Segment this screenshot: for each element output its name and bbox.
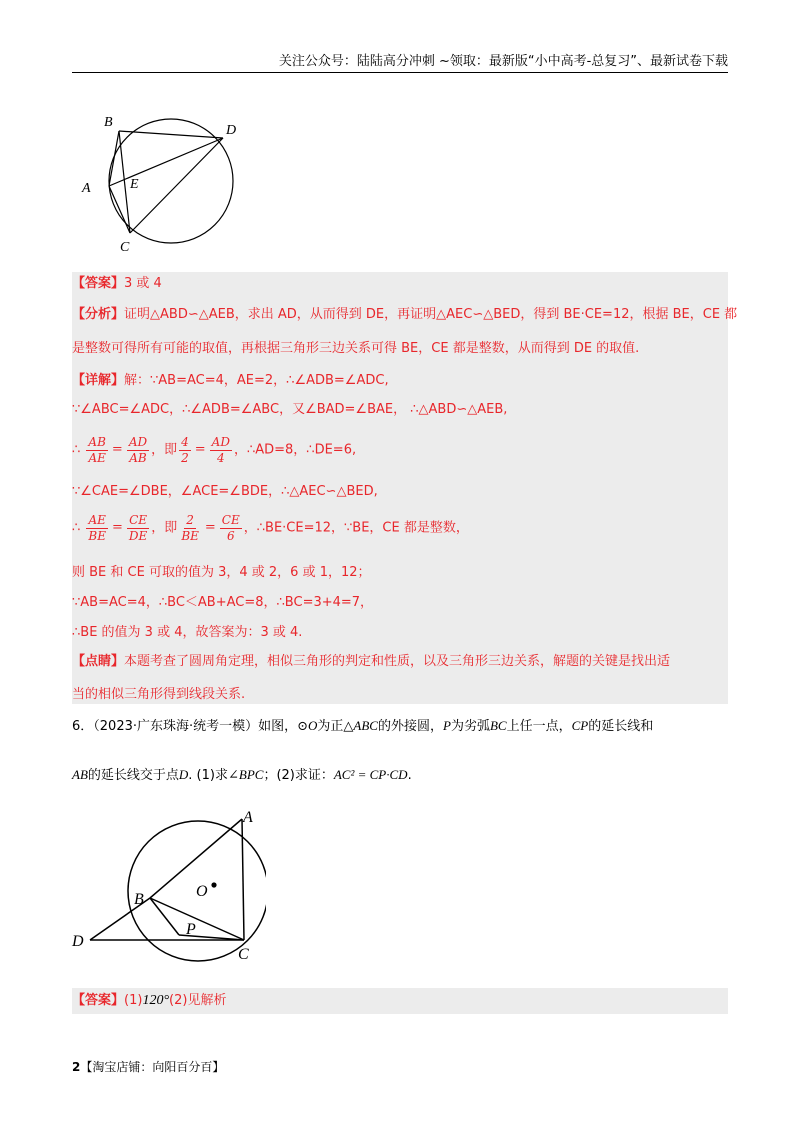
fraction-ce-6: $\frac{CE}{6}$ — [221, 512, 240, 543]
fig2-label-p: P — [186, 921, 196, 938]
analysis-line-2: 是整数可得所有可能的取值，再根据三角形三边关系可得 BE，CE 都是整数，从而得到 DE 的取值. — [72, 341, 640, 356]
q6-text-b: 为正 — [317, 719, 344, 734]
question6-line-1 — [72, 716, 732, 737]
detail-line5-suffix: ，∴BE·CE=12，∵BE，CE 都是整数， — [243, 520, 469, 536]
page-number: 2 — [72, 1060, 81, 1074]
answer-text: 3 或 4 — [124, 276, 162, 291]
detail-line3-mid: ，即 — [151, 442, 178, 458]
answer6-part1: (1) — [124, 993, 143, 1008]
angle-bpc-symbol: ∠BPC — [227, 767, 264, 782]
therefore-symbol: ∴ — [72, 520, 81, 536]
comment-tag: 【点睛】 — [72, 654, 125, 669]
detail-line-4: ∵∠CAE=∠DBE，∠ACE=∠BDE，∴△AEC∽△BED, — [72, 484, 378, 499]
center-point-o — [211, 882, 216, 887]
page-footer — [72, 1058, 224, 1076]
fraction-ad-4: $\frac{AD}{4}$ — [211, 434, 230, 465]
fraction-4-2: $\frac{4}{2}$ — [181, 434, 189, 465]
fraction-ab-ae: $\frac{AB}{AE}$ — [88, 434, 106, 465]
fig2-label-d: D — [72, 933, 84, 950]
q6-text-h: . (1)求 — [188, 768, 228, 783]
answer6-part2: (2)见解析 — [169, 993, 227, 1008]
detail-line-8: ∴BE 的值为 3 或 4，故答案为：3 或 4. — [72, 625, 303, 640]
equation-ac-squared: AC² = CP·CD — [333, 767, 408, 782]
fraction-ce-de: $\frac{CE}{DE}$ — [128, 512, 148, 543]
analysis-line-1 — [72, 305, 738, 325]
q6-text-j: . — [407, 768, 412, 783]
detail-line-5 — [72, 508, 732, 549]
detail-line3-suffix: ，∴AD=8，∴DE=6, — [233, 442, 357, 458]
detail-line-2: ∵∠ABC=∠ADC，∴∠ADB=∠ABC，又∠BAD=∠BAE， ∴△ABD∽△AEB, — [72, 402, 508, 417]
answer-line — [72, 274, 732, 294]
q6-text-e: 上任一点， — [506, 719, 572, 734]
q6-text-i: ；(2)求证： — [263, 768, 334, 783]
circle-figure-abcde — [76, 106, 246, 256]
circle-figure-abcpod — [66, 806, 266, 976]
comment-line-1 — [72, 652, 732, 672]
header-text: 关注公众号：陆陆高分冲刺 ~领取：最新版“小中高考-总复习”、最新试卷下载 — [278, 54, 728, 69]
equals-sign: = — [194, 442, 206, 457]
comment-text-1: 本题考查了圆周角定理，相似三角形的判定和性质，以及三角形三边关系，解题的关键是找出适 — [124, 654, 671, 669]
fig1-label-a: A — [82, 181, 91, 196]
fig1-label-e: E — [130, 177, 139, 192]
equals-sign: = — [111, 442, 123, 457]
detail-text-1: 解：∵AB=AC=4，AE=2，∴∠ADB=∠ADC, — [124, 373, 389, 388]
circle-o-symbol: ⊙O — [297, 718, 318, 733]
analysis-tag: 【分析】 — [72, 307, 125, 322]
footer-text: 【淘宝店铺：向阳百分百】 — [80, 1060, 225, 1074]
q6-text-a: 6．（2023·广东珠海·统考一模）如图， — [72, 719, 298, 734]
answer-tag: 【答案】 — [72, 276, 125, 291]
analysis-text-1: 证明△ABD∽△AEB，求出 AD，从而得到 DE，再证明△AEC∽△BED，得到 BE·CE=12，根据 BE，CE 都 — [124, 307, 738, 322]
fig1-label-c: C — [120, 240, 130, 255]
bc-symbol: BC — [489, 718, 507, 733]
fig1-label-d: D — [226, 123, 237, 138]
equals-sign: = — [112, 520, 123, 535]
fig2-label-c: C — [238, 946, 249, 963]
q6-text-d: 为劣弧 — [450, 719, 490, 734]
detail-line-7: ∵AB=AC=4，∴BC＜AB+AC=8，∴BC=3+4=7， — [72, 595, 374, 610]
p-symbol: P — [443, 718, 451, 733]
ab-symbol: AB — [72, 767, 88, 782]
detail-line-1 — [72, 371, 732, 391]
q6-text-c: 的外接圆， — [377, 719, 443, 734]
answer6-line — [72, 991, 732, 1011]
q6-text-f: 的延长线和 — [588, 719, 654, 734]
question6-line-2 — [72, 765, 732, 786]
therefore-symbol: ∴ — [72, 442, 81, 458]
fig2-label-b: B — [134, 891, 144, 908]
triangle-abc-symbol: △ABC — [343, 718, 378, 733]
fraction-ae-be: $\frac{AE}{BE}$ — [88, 512, 106, 543]
cp-symbol: CP — [571, 718, 589, 733]
q6-text-g: 的延长线交于点 — [87, 768, 179, 783]
d-symbol: D — [178, 767, 189, 782]
detail-line-3 — [72, 432, 732, 469]
detail-line-6: 则 BE 和 CE 可取的值为 3，4 或 2，6 或 1，12； — [72, 565, 371, 580]
detail-line5-mid: ，即 — [151, 520, 178, 536]
fig1-label-b: B — [104, 115, 113, 130]
equals-sign: = — [204, 520, 216, 535]
fig2-label-a: A — [243, 809, 253, 826]
page-header — [72, 52, 728, 73]
angle-value: 120° — [142, 993, 170, 1008]
fraction-2-be: $\frac{2}{BE}$ — [181, 512, 199, 543]
fraction-ad-ab: $\frac{AD}{AB}$ — [128, 434, 148, 465]
fig2-label-o: O — [196, 883, 208, 900]
comment-line-2: 当的相似三角形得到线段关系. — [72, 687, 246, 702]
detail-tag: 【详解】 — [72, 373, 125, 388]
answer6-tag: 【答案】 — [72, 993, 125, 1008]
